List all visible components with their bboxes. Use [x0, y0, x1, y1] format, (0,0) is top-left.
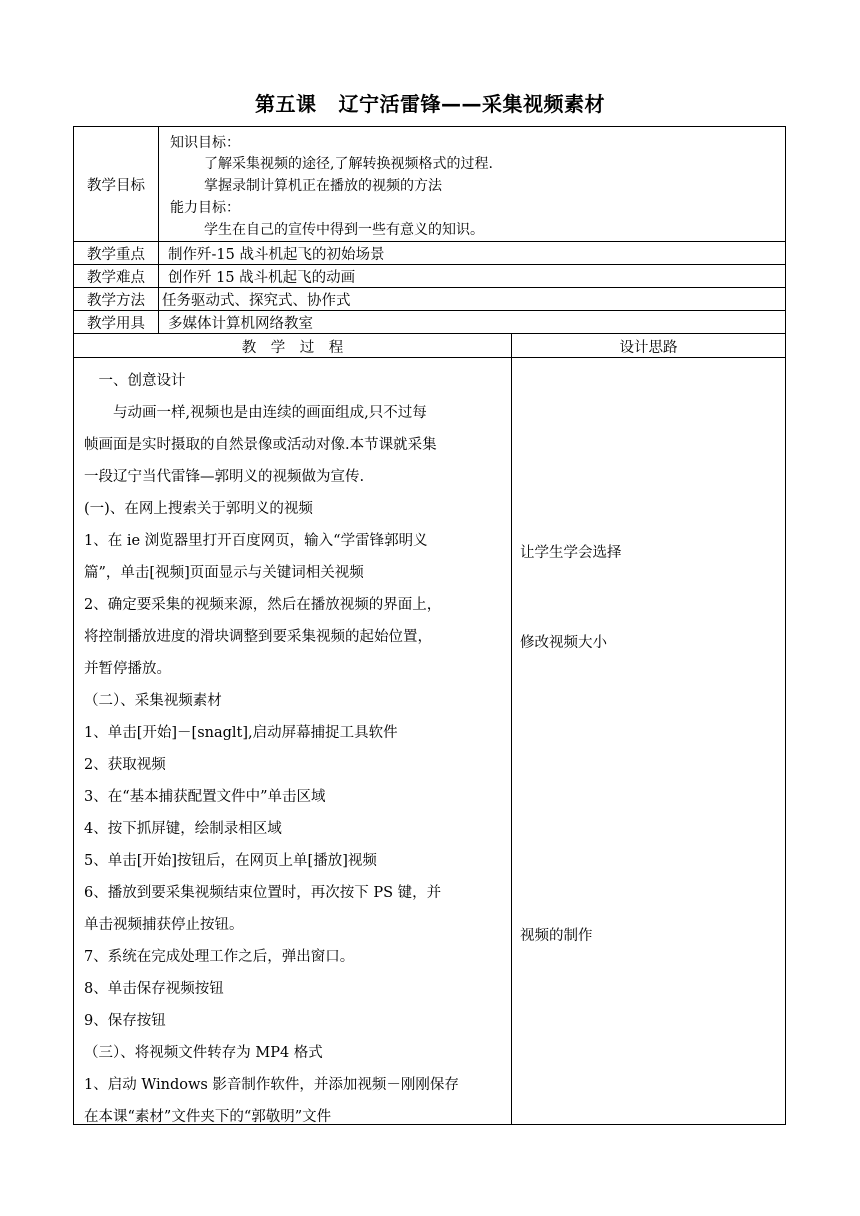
lesson-number: 第五课	[255, 92, 317, 116]
process-line: 8、单击保存视频按钮	[84, 981, 224, 997]
process-line: 与动画一样,视频也是由连续的画面组成,只不过每	[84, 405, 427, 421]
difficulties-value: 创作歼 15 战斗机起飞的动画	[168, 270, 356, 286]
key-points-label: 教学重点	[87, 247, 145, 263]
lesson-topic: 辽宁活雷锋——采集视频素材	[338, 92, 605, 116]
process-line: 3、在“基本捕获配置文件中”单击区域	[84, 789, 326, 805]
process-line: 5、单击[开始]按钮后，在网页上单[播放]视频	[84, 853, 377, 869]
process-line: 7、系统在完成处理工作之后，弹出窗口。	[84, 949, 355, 965]
row-divider	[74, 333, 785, 334]
process-line: 1、在 ie 浏览器里打开百度网页，输入“学雷锋郭明义	[84, 533, 428, 549]
key-points-value: 制作歼-15 战斗机起飞的初始场景	[168, 247, 385, 263]
objective-line: 学生在自己的宣传中得到一些有意义的知识。	[204, 222, 484, 238]
methods-value: 任务驱动式、探究式、协作式	[162, 293, 351, 309]
row-divider	[74, 287, 785, 288]
tools-value: 多媒体计算机网络教室	[168, 316, 313, 332]
objective-line: 能力目标：	[170, 200, 240, 216]
design-note: 视频的制作	[520, 928, 593, 944]
objective-line: 了解采集视频的途径,了解转换视频格式的过程.	[204, 156, 493, 172]
page-title	[0, 88, 860, 117]
design-note: 修改视频大小	[520, 635, 607, 651]
objective-line: 知识目标：	[170, 135, 240, 151]
lesson-plan-table	[73, 126, 786, 1125]
row-divider	[74, 357, 785, 358]
methods-label: 教学方法	[87, 293, 145, 309]
process-line: (一)、在网上搜索关于郭明义的视频	[84, 501, 313, 517]
design-header: 设计思路	[619, 340, 678, 356]
process-line: （三）、将视频文件转存为 MP4 格式	[84, 1045, 323, 1061]
process-line: 9、保存按钮	[84, 1013, 166, 1029]
process-line: 2、确定要采集的视频来源，然后在播放视频的界面上，	[84, 597, 442, 613]
objective-line: 掌握录制计算机正在播放的视频的方法	[204, 178, 442, 194]
process-line: 4、按下抓屏键，绘制录相区域	[84, 821, 282, 837]
process-line: 在本课“素材”文件夹下的“郭敬明”文件	[84, 1109, 332, 1125]
process-line: 篇”，单击[视频]页面显示与关键词相关视频	[84, 565, 364, 581]
row-divider	[74, 241, 785, 242]
design-note: 让学生学会选择	[520, 545, 622, 561]
row-divider	[74, 310, 785, 311]
process-line: 并暂停播放。	[84, 661, 171, 677]
process-header: 教 学 过 程	[241, 340, 344, 356]
process-line: （二）、采集视频素材	[84, 693, 222, 709]
label-column-divider	[158, 127, 159, 334]
process-line: 6、播放到要采集视频结束位置时，再次按下 PS 键，并	[84, 885, 442, 901]
process-line: 单击视频捕获停止按钮。	[84, 917, 244, 933]
difficulties-label: 教学难点	[87, 270, 145, 286]
process-line: 一、创意设计	[84, 373, 186, 389]
process-line: 1、启动 Windows 影音制作软件，并添加视频－刚刚保存	[84, 1077, 459, 1093]
process-line: 将控制播放进度的滑块调整到要采集视频的起始位置，	[84, 629, 432, 645]
process-line: 1、单击[开始]－[snaglt],启动屏幕捕捉工具软件	[84, 725, 398, 741]
process-line: 一段辽宁当代雷锋—郭明义的视频做为宣传.	[84, 469, 365, 485]
objectives-label: 教学目标	[87, 178, 145, 194]
tools-label: 教学用具	[87, 316, 145, 332]
row-divider	[74, 264, 785, 265]
process-line: 2、获取视频	[84, 757, 166, 773]
process-line: 帧画面是实时摄取的自然景像或活动对像.本节课就采集	[84, 437, 437, 453]
